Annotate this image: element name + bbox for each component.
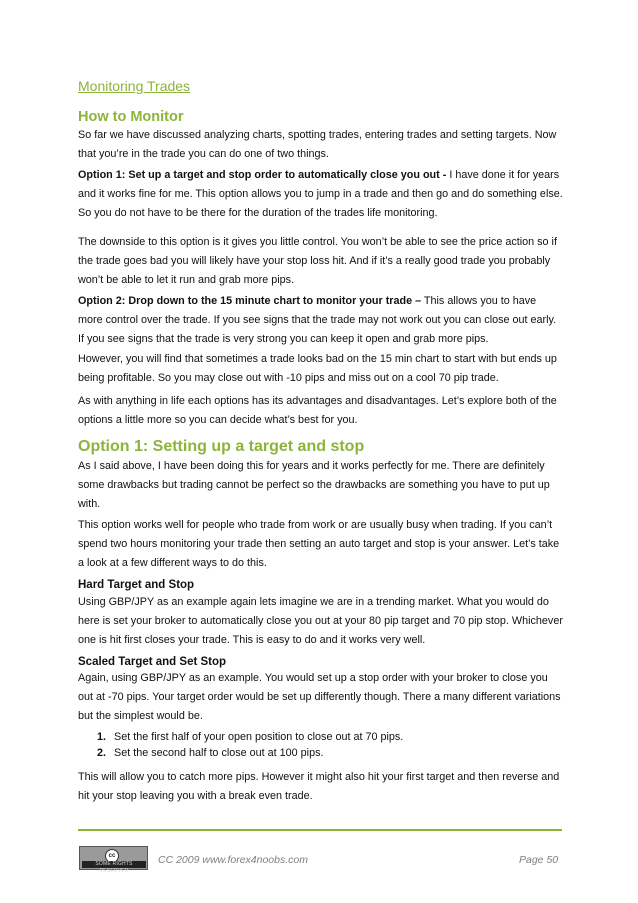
paragraph-downside: The downside to this option is it gives you little control. You won’t be able to see the price action so if the trade goes bad you will likely have your stop loss hit. And if it’s a really good trade you probably won’t be able to let it run and grab more pips. xyxy=(78,236,557,286)
paragraph-option2 xyxy=(78,292,563,349)
option1-text: I have done it for years and it works fine for me. This option allows you to jump in a trade and then go and do something else. So you do not have to be there for the duration of the trades life monitoring. xyxy=(78,169,563,219)
paragraph-as-i-said: As I said above, I have been doing this for years and it works perfectly for me. There are definitely some drawbacks but trading cannot be perfect so the drawbacks are something you have to put up with. xyxy=(78,460,550,510)
footer-divider xyxy=(78,829,562,831)
list-item xyxy=(78,745,403,761)
footer-page-number: Page 50 xyxy=(519,854,559,866)
badge-text: SOME RIGHTS RESERVED xyxy=(82,861,146,868)
paragraph-hard-target: Using GBP/JPY as an example again lets imagine we are in a trending market. What you would do here is set your broker to automatically close you out at your 80 pip target and 70 pip stop. Whichever one is hit first closes your trade. This is easy to do and it works very well. xyxy=(78,596,563,646)
creative-commons-badge xyxy=(79,846,148,874)
section-heading-option1-setup: Option 1: Setting up a target and stop xyxy=(78,438,365,455)
paragraph-scaled-target: Again, using GBP/JPY as an example. You would set up a stop order with your broker to close you out at -70 pips. Your target order would be set up differently though. There a many different variations but the simplest would be. xyxy=(78,672,561,722)
step-text: Set the first half of your open position to close out at 70 pips. xyxy=(114,731,404,743)
page-title: Monitoring Trades xyxy=(78,78,191,94)
paragraph-option1 xyxy=(78,166,563,223)
step-number: 2. xyxy=(97,747,107,759)
option2-label: Option 2: Drop down to the 15 minute chart to monitor your trade – xyxy=(78,295,422,307)
step-number: 1. xyxy=(97,731,107,743)
option2-text: This allows you to have more control over the trade. If you see signs that the trade may not work out you can close out early. If you see signs that the trade is very strong you can keep it open and grab more pips. xyxy=(78,295,557,345)
option1-label: Option 1: Set up a target and stop order to automatically close you out - xyxy=(78,169,447,181)
paragraph-works-well: This option works well for people who trade from work or are usually busy when trading. If you can’t spend two hours monitoring your trade then setting an auto target and stop is your answer. Let’s take a look at a few different ways to do this. xyxy=(78,519,560,569)
subheading-scaled-target: Scaled Target and Set Stop xyxy=(78,656,227,668)
subheading-hard-target: Hard Target and Stop xyxy=(78,579,195,591)
list-item xyxy=(78,729,403,745)
paragraph-as-with: As with anything in life each options has its advantages and disadvantages. Let’s explore both of the options a little more so you can decide what’s best for you. xyxy=(78,395,557,426)
paragraph-intro: So far we have discussed analyzing charts, spotting trades, entering trades and setting targets. Now that you’re in the trade you can do one of two things. xyxy=(78,129,557,160)
steps-list xyxy=(78,729,403,761)
section-heading-how-to-monitor: How to Monitor xyxy=(78,109,184,125)
cc-logo-icon: cc xyxy=(105,849,119,863)
footer-site-link[interactable]: CC 2009 www.forex4noobs.com xyxy=(158,854,308,866)
step-text: Set the second half to close out at 100 pips. xyxy=(114,747,324,759)
paragraph-closing: This will allow you to catch more pips. However it might also hit your first target and then reverse and hit your stop leaving you with a break even trade. xyxy=(78,771,560,802)
paragraph-however: However, you will find that sometimes a trade looks bad on the 15 min chart to start with but ends up being profitable. So you may close out with -10 pips and miss out on a cool 70 pip trade. xyxy=(78,353,557,384)
